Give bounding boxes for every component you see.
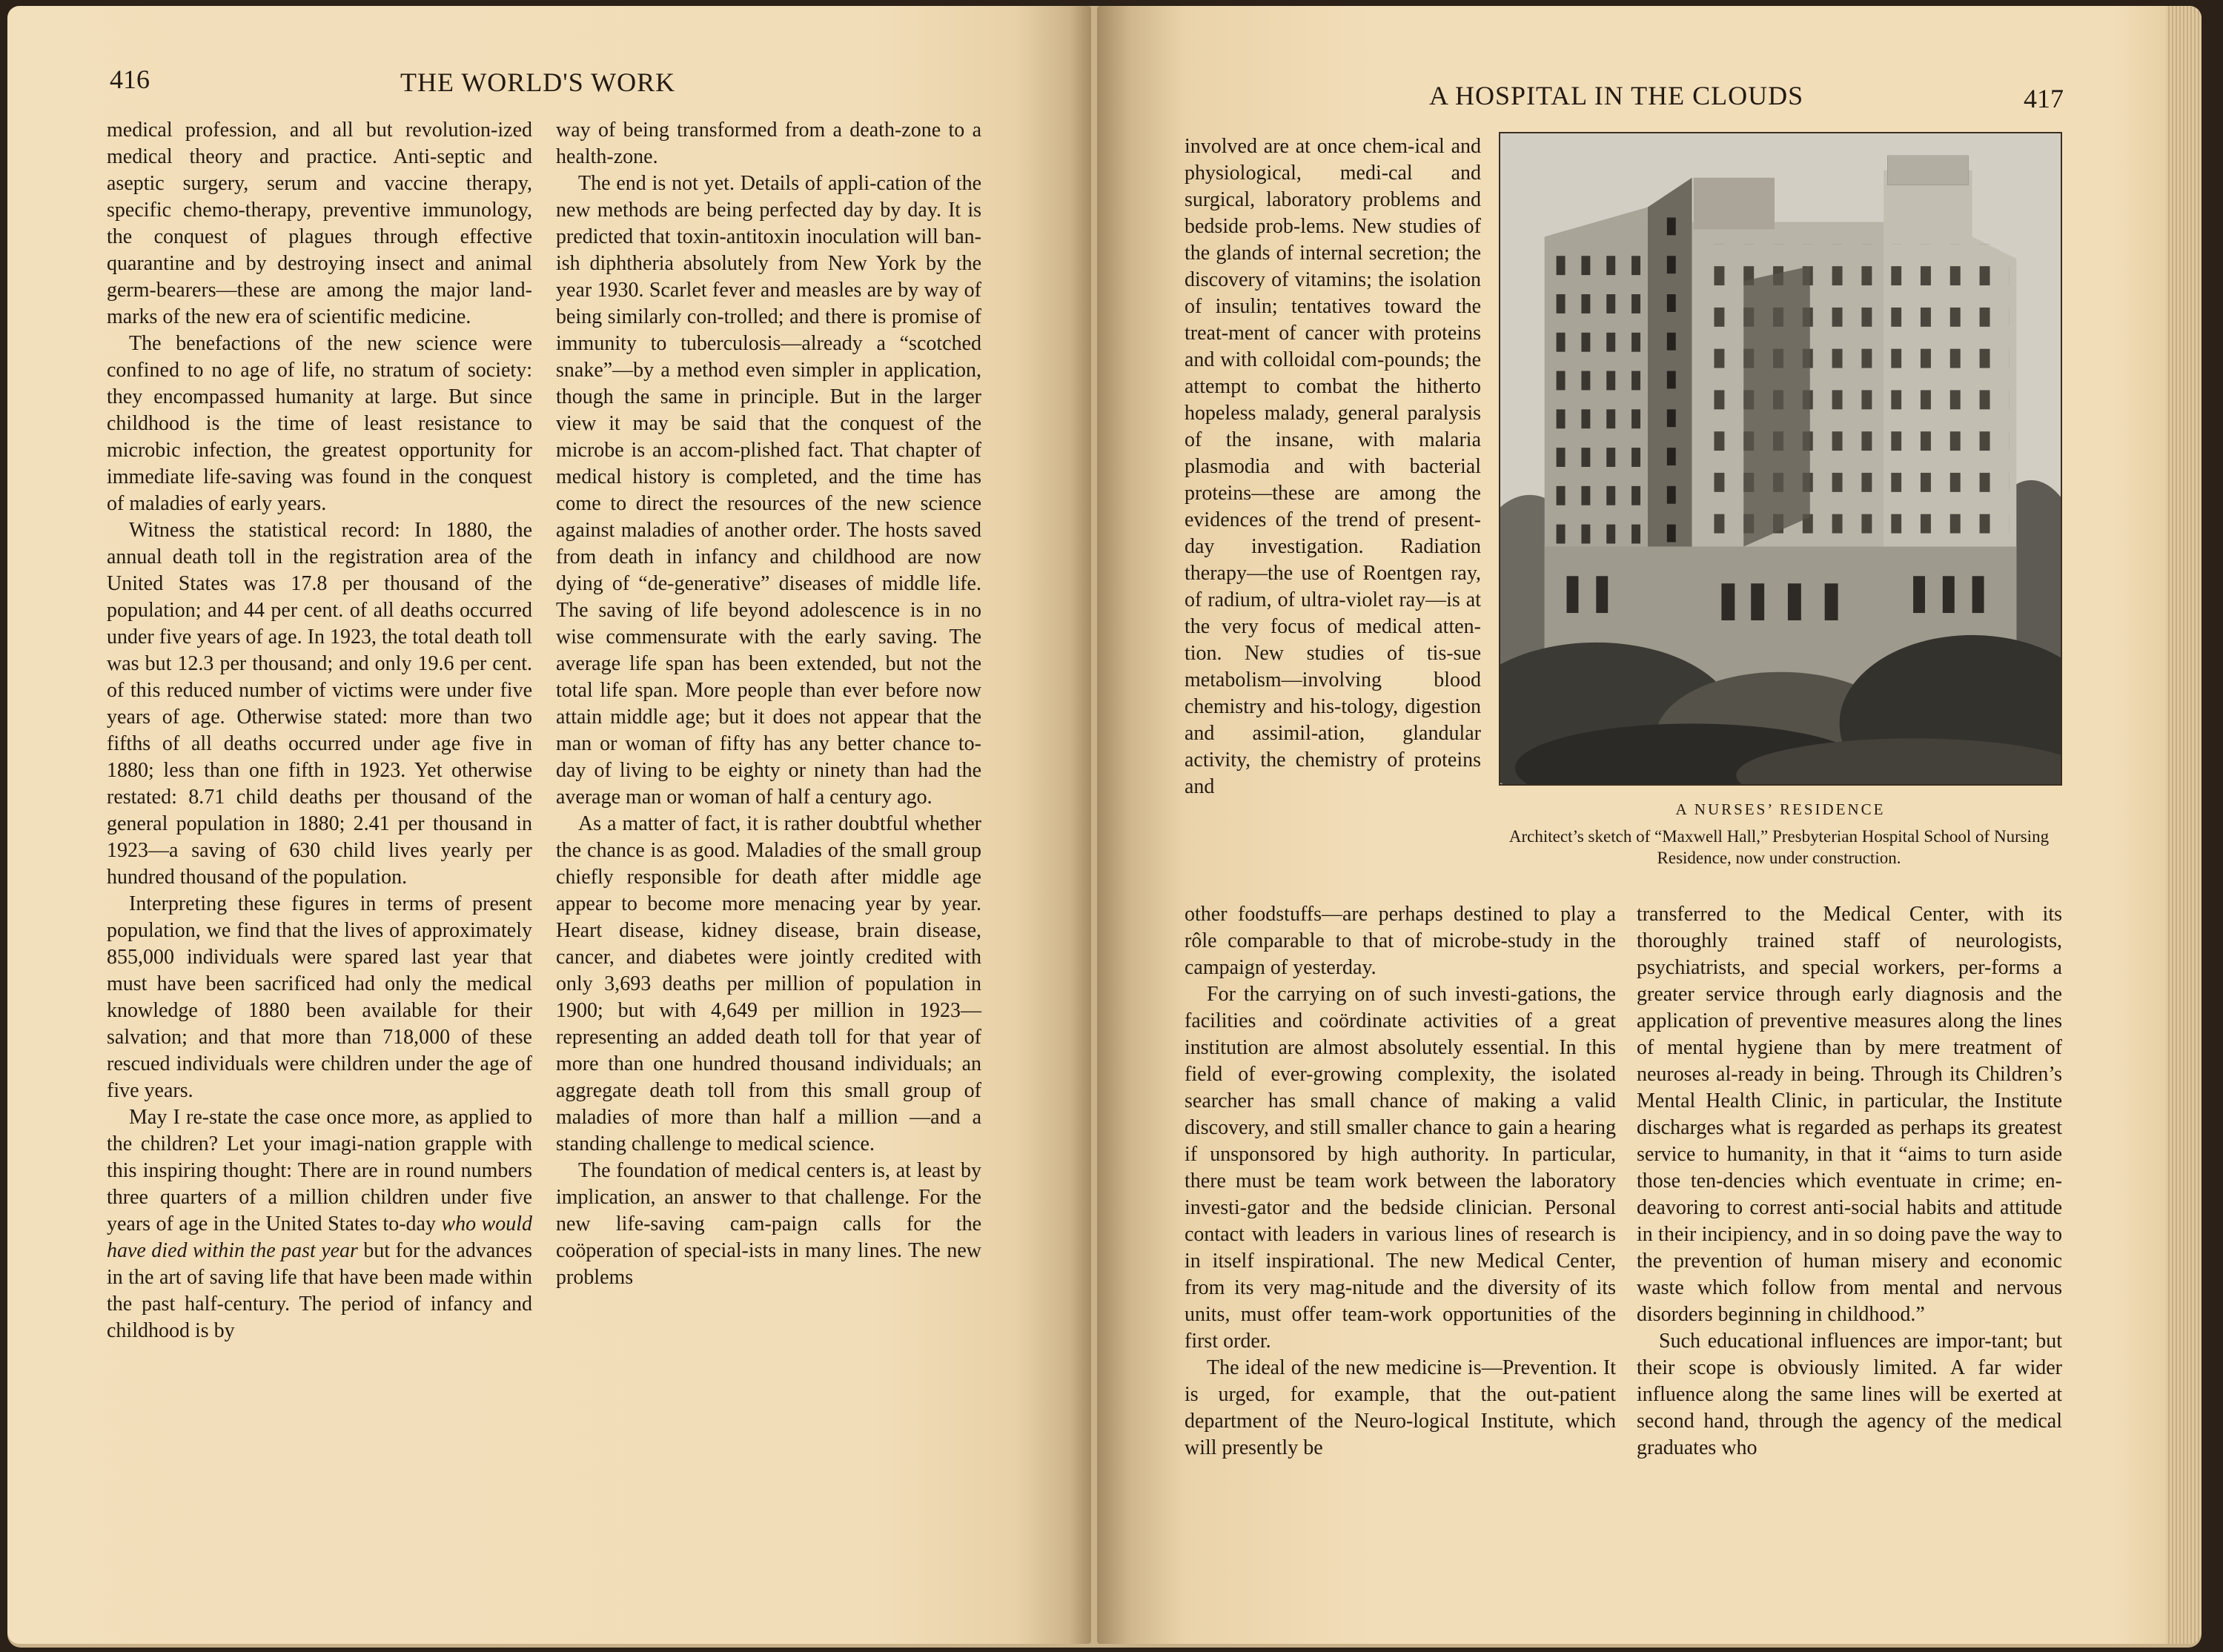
paragraph: medical profession, and all but revolution-ized medical theory and practice. Anti-septic and aseptic surgery, serum and vaccine therapy, specific chemo-therapy, preventive immunology, the conquest of plagues through effective quarantine and by destroying insect and animal germ-bearers—these are among the major land-marks of the new era of scientific medicine.	[107, 119, 532, 328]
paragraph-text: May I re-state the case once more, as applied to the children? Let your imagi-nation grapple with this inspiring thought: There are in round numbers three quarters of a million children under five years of age in the United States to-day	[107, 1106, 532, 1235]
paragraph: other foodstuffs—are perhaps destined to play a rôle comparable to that of microbe-study in the campaign of yesterday.	[1185, 903, 1616, 979]
paragraph: involved are at once chem-ical and physiological, medi-cal and surgical, laboratory problems and bedside prob-lems. New studies of the glands of internal secretion; the discovery of vitamins; the isolation of insulin; tentatives toward the treat-ment of cancer with proteins and with colloidal com-pounds; the attempt to combat the hitherto hopeless malady, general paralysis of the insane, with malaria plasmodia and with bacterial proteins—these are among the evidences of the trend of present-day investigation. Radiation therapy—the use of Roentgen ray, of radium, of ultra-violet ray—is at the very focus of medical atten-tion. New studies of tis-sue metabolism—involving blood chemistry and his-tology, digestion and assimil-ation, glandular activity, the chemistry of proteins and	[1185, 135, 1481, 798]
page-edges	[2166, 6, 2202, 1644]
paragraph: The benefactions of the new science were confined to no age of life, no stratum of society: they encompassed humanity at large. But since childhood is the time of least resistance to microbic infection, the greatest opportunity for immediate life-saving was found in the conquest of maladies of early years.	[107, 332, 532, 515]
paragraph: Witness the statistical record: In 1880, the annual death toll in the registration area of the United States was 17.8 per thousand of the population; and 44 per cent. of all deaths occurred under five years of age. In 1923, the total death toll was but 12.3 per thousand; and only 19.6 per cent. of this reduced number of victims were under five years of age. Otherwise stated: more than two fifths of all deaths occurred under age five in 1880; less than one fifth in 1923. Yet otherwise restated: 8.71 child deaths per thousand of the general population in 1880; 2.41 per thousand in 1923—a saving of 630 child lives yearly per hundred thousand of the population.	[107, 519, 532, 889]
paragraph: way of being transformed from a death-zone to a health-zone.	[556, 119, 981, 168]
paragraph: The ideal of the new medicine is—Prevention. It is urged, for example, that the out-patient department of the Neuro-logical Institute, which will presently be	[1185, 1356, 1616, 1459]
paragraph: For the carrying on of such investi-gations, the facilities and coördinate activities of a great institution are almost absolutely essential. In this field of ever-growing complexity, the isolated searcher has small chance of making a valid discovery, and still smaller chance to gain a hearing if unsponsored by high authority. In particular, there must be team work between the laboratory investi-gator and the bedside clinician. Personal contact with leaders in various lines of research is in itself inspirational. The new Medical Center, from its very mag-nitude and the diversity of its units, must offer team-work opportunities of the first order.	[1185, 983, 1616, 1353]
paragraph	[107, 1104, 532, 1344]
book-spread	[7, 6, 2202, 1648]
right-page	[1097, 6, 2202, 1644]
paragraph: transferred to the Medical Center, with its thoroughly trained staff of neurologists, psychiatrists, and special workers, per-forms a greater service through early diagnosis and the application of preventive measures along the lines of mental hygiene than by mere treatment of neuroses al-ready in being. Through its Children’s Mental Health Clinic, in particular, the Institute discharges what is regarded as perhaps its greatest service to humanity, in that it “aims to turn aside those ten-dencies which eventuate in crime; en-deavoring to correst anti-social habits and attitude in their incipiency, and in so doing pave the way to the prevention of human misery and economic waste which follow from mental and nervous disorders beginning in childhood.”	[1637, 903, 2062, 1326]
side-text-column	[1185, 133, 1481, 800]
building-illustration	[1499, 132, 2062, 786]
paragraph: The foundation of medical centers is, at least by implication, an answer to that challenge. For the new life-saving cam-paign calls for the coöperation of special-ists in many lines. The new problems	[556, 1159, 981, 1289]
paragraph: Interpreting these figures in terms of present population, we find that the lives of approximately 855,000 individuals were spared last year that must have been sacrificed had only the medical knowledge of 1880 been available for their salvation; and that more than 718,000 of these rescued individuals were children under the age of five years.	[107, 892, 532, 1102]
paragraph: Such educational influences are impor-tant; but their scope is obviously limited. A far wider influence along the same lines will be exerted at second hand, through the agency of the medical graduates who	[1637, 1330, 2062, 1459]
page-number-right: 417	[2024, 84, 2064, 113]
running-head-left: THE WORLD'S WORK	[400, 67, 676, 97]
left-column-2	[556, 117, 981, 1291]
nurses-residence-sketch	[1500, 133, 2061, 784]
right-column-2	[1637, 901, 2062, 1462]
paragraph-text: but for the advances in the art of saving life that have been made within the past half-century. The period of infancy and childhood is by	[107, 1239, 532, 1342]
paragraph: As a matter of fact, it is rather doubtful whether the chance is as good. Maladies of the small group chiefly responsible for death after middle age appear to become more menacing year by year. Heart disease, kidney disease, brain disease, cancer, and diabetes were jointly credited with only 3,693 deaths per million of population in 1900; but with 4,649 per million in 1923—representing an added death toll for that year of more than one hundred thousand individuals; an aggregate death toll from this small group of maladies of more than half a million —and a standing challenge to medical science.	[556, 812, 981, 1155]
right-column-1	[1185, 901, 1616, 1462]
figure-caption: Architect’s sketch of “Maxwell Hall,” Presbyterian Hospital School of Nursing Residence, now under construction.	[1508, 827, 2050, 867]
left-column-1	[107, 117, 532, 1344]
running-head-right: A HOSPITAL IN THE CLOUDS	[1429, 81, 1804, 110]
page-number-left: 416	[110, 64, 150, 94]
figure-title: A NURSES’ RESIDENCE	[1675, 800, 1886, 818]
left-page	[7, 6, 1091, 1644]
italic-emphasis: who would have died within the past year	[107, 1213, 532, 1262]
paragraph: The end is not yet. Details of appli-cation of the new methods are being perfected day by day. It is predicted that toxin-antitoxin inoculation will ban-ish diphtheria absolutely from New York by the year 1930. Scarlet fever and measles are by way of being similarly con-trolled; and there is promise of immunity to tuberculosis—already a “scotched snake”—by a method even simpler in application, though the same in principle. But in the larger view it may be said that the conquest of the microbe is an accom-plished fact. That chapter of medical history is completed, and the time has come to direct the resources of the new science against maladies of another order. The hosts saved from death in infancy and childhood are now dying of “de-generative” diseases of middle life. The saving of life beyond adolescence is in no wise commensurate with the early saving. The average life span has been extended, but not the total life span. More people than ever before now attain middle age; but it does not appear that the man or woman of fifty has any better chance to-day of living to be eighty or ninety than had the average man or woman of half a century ago.	[556, 172, 981, 809]
